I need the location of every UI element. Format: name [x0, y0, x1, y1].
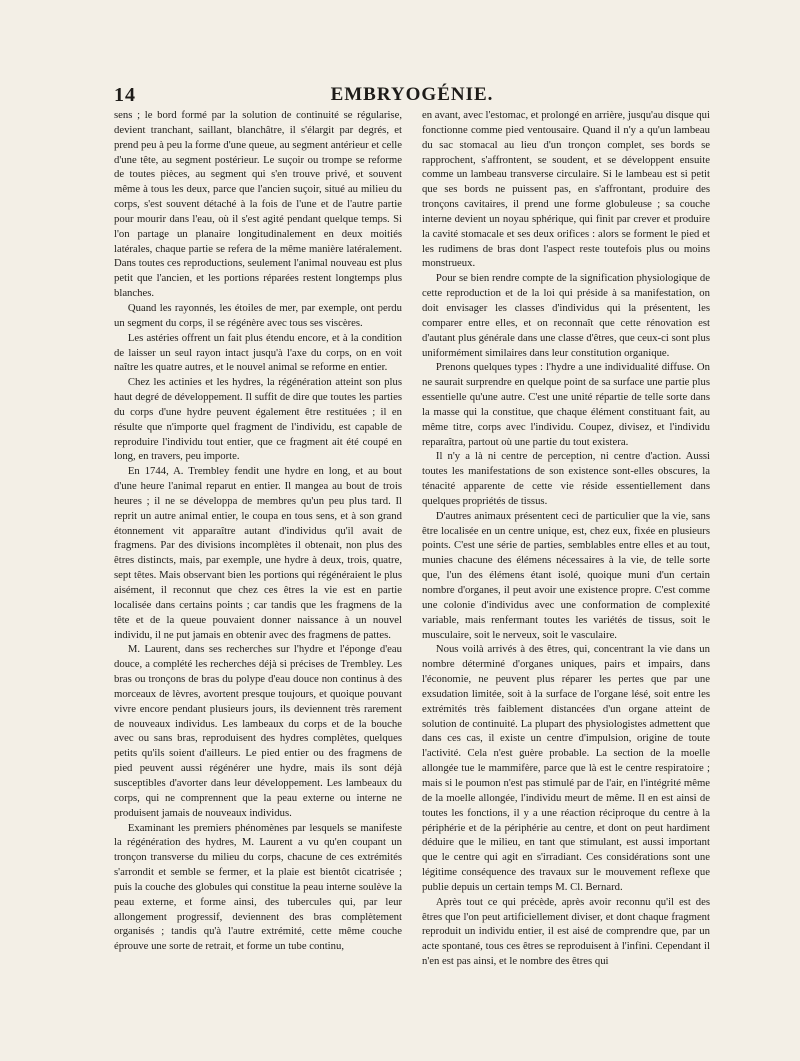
paragraph: Prenons quelques types : l'hydre a une individualité diffuse. On ne saurait surprendre en quelque point de sa surface une partie plus essentielle qu'une autre. C'est une unité répartie de telle sorte dans la masse qui la constitue, que chaque élément constituant fait, au même titre, corps avec l'individu. Coupez, divisez, et l'individu reparaîtra, partout où une partie du tout existera. [422, 361, 710, 448]
paragraph: D'autres animaux présentent ceci de particulier que la vie, sans être localisée en un centre unique, est, chez eux, fixée en plusieurs points. C'est une série de parties, semblables entre elles et au tout, munies chacune des élémens nécessaires à la vie, de telle sorte que, l'un des élémens étant isolé, quoique muni d'un certain nombre d'organes, il peut avoir une existence propre. C'est comme une colonie d'individus avec une conformation de complexité variable, mais renfermant toutes les variétés de tissus, soit le musculaire, soit le nerveux, soit le vasculaire. [422, 509, 710, 641]
page-number: 14 [114, 84, 136, 106]
right-column [422, 108, 710, 969]
paragraph: Pour se bien rendre compte de la signification physiologique de cette reproduction et de la loi qui préside à sa manifestation, on doit envisager les classes d'individus qui la présentent, les comparer entre elles, et on reconnaît que cette rénovation est d'autant plus générale dans une classe d'êtres, que ceux-ci sont plus uniformément similaires dans leur constitution organique. [422, 272, 710, 359]
paragraph: Examinant les premiers phénomènes par lesquels se manifeste la régénération des hydres, M. Laurent a vu qu'en coupant un tronçon transverse du milieu du corps, chacune de ces extrémités s'arrondit et semble se fermer, et la plaie est bientôt cicatrisée ; puis la couche des globules qui constitue la peau interne soulève la peau externe, et forme ainsi, des tubercules qui, par leur allongement progressif, deviennent des bras complètement organisés ; tandis qu'à l'autre extrémité, cette même couche éprouve une sorte de retrait, et forme un tube continu, [114, 821, 402, 953]
paragraph: Nous voilà arrivés à des êtres, qui, concentrant la vie dans un nombre déterminé d'organes uniques, pairs et impairs, dans l'économie, ne peuvent plus réparer les pertes que par une exsudation limitée, soit à la surface de l'organe lésé, soit entre les extrémités très faiblement distancées d'un organe atteint de solution de continuité. La plupart des physiologistes admettent que dans ces cas, il existe un centre d'impulsion, origine de toute l'activité. Cela n'est guère probable. La section de la moelle allongée tue le mammifère, parce que là est le centre respiratoire ; mais si le poumon n'est pas stimulé par de l'air, en l'intégrité même de la moelle allongée, l'individu meurt de même. Il en est ainsi de toutes les fonctions, il y a une réaction réciproque du centre à la périphérie et de la périphérie au centre, et dont on peut hardiment déduire que le milieu, en tant que stimulant, est aussi important que le centre qui agit en s'irradiant. Ces considérations sont une légitime conséquence des travaux sur le mouvement reflexe que publie depuis un certain temps M. Cl. Bernard. [422, 643, 710, 893]
left-column [114, 108, 402, 954]
paragraph: En 1744, A. Trembley fendit une hydre en long, et au bout d'une heure l'animal reparut en entier. Il mangea au bout de trois heures ; il ne se développa de membres qu'un peu plus tard. Il reprit un autre animal entier, le coupa en tous sens, et à son grand étonnement vit apparaître autant d'individus qu'il avait de fragmens. Par des divisions incomplètes il obtenait, non plus des êtres distincts, mais, par exemple, une hydre à deux, trois, quatre, sept têtes. Mais observant bien les portions qui régénéraient le plus aisément, il reconnut que chez ces êtres la vie est en partie localisée dans certains points ; car tandis que les fragmens de la tête et de la queue pouvaient donner naissance à un nouvel individu, il ne put jamais en obtenir avec des fragmens de pattes. [114, 465, 402, 641]
text-columns [114, 108, 710, 1038]
paragraph: M. Laurent, dans ses recherches sur l'hydre et l'éponge d'eau douce, a complété les recherches déjà si précises de Trembley. Les bras ou tronçons de bras du polype d'eau douce non continus à des morceaux de lèvres, avortent presque toujours, et quoique pouvant vivre encore pendant plusieurs jours, ils deviennent très rarement de nouveaux individus. Les lambeaux du corps et de la bouche avec ou sans bras, reproduisent des hydres complètes, quelques petits qu'ils soient d'ailleurs. Le pied entier ou des fragmens de pied peuvent aussi régénérer une hydre, mais ils sont déjà susceptibles d'avorter dans leur développement. Les lambeaux du corps, qui ne comprennent que la peau externe ou interne ne produisent jamais de nouveaux individus. [114, 643, 402, 819]
page-header [114, 84, 710, 108]
paragraph: Chez les actinies et les hydres, la régénération atteint son plus haut degré de développement. Il suffit de dire que toutes les parties du corps d'une hydre peuvent également être restituées ; il en résulte que n'importe quel fragment de l'individu, est capable de reproduire l'individu tout entier, que ce fragment ait été coupé en long, en travers, peu importe. [114, 376, 402, 463]
paragraph: Les astéries offrent un fait plus étendu encore, et à la condition de laisser un seul rayon intact jusqu'à l'axe du corps, on en voit naître les quatre autres, et le nouvel animal se reforme en entier. [114, 331, 402, 374]
paragraph: en avant, avec l'estomac, et prolongé en arrière, jusqu'au disque qui fonctionne comme pied ventousaire. Quand il n'y a qu'un lambeau du sac stomacal au lieu d'un tronçon complet, ses bords se rapprochent, s'affrontent, se soudent, et se développent ensuite comme un lambeau transverse circulaire. Si le lambeau est si petit que ses bords ne puissent pas, en s'affrontant, produire des tronçons cavitaires, il prend une forme globuleuse ; sa couche interne devient un noyau sphérique, qui finit par crever et produire la cavité stomacale et ses deux orifices : alors se forment le pied et les rudimens de bras dont l'aspect reste toutefois plus ou moins monstrueux. [422, 109, 710, 270]
running-title: EMBRYOGÉNIE. [330, 84, 494, 105]
paragraph: Il n'y a là ni centre de perception, ni centre d'action. Aussi toutes les manifestations de son existence sont-elles obscures, la ténacité apparente de cette vie réside essentiellement dans quelques propriétés de tissus. [422, 450, 710, 507]
paragraph: sens ; le bord formé par la solution de continuité se régularise, devient tranchant, saillant, blanchâtre, il s'élargit par degrés, et prend peu à peu la forme d'une queue, au segment antérieur et celle d'une tête, au segment postérieur. Le suçoir ou trompe se reforme de toutes pièces, au segment qui s'en trouve privé, et souvent même à tous les deux, parce que l'ancien suçoir, situé au milieu du corps, s'est souvent détaché à la fois de l'une et de l'autre partie pour mourir dans l'eau, où il s'est agité pendant quelque temps. Si l'on partage un planaire longitudinalement en deux moitiés latérales, chaque partie se refera de la même manière latéralement. Dans toutes ces reproductions, seulement l'animal nouveau est plus petit que l'ancien, et les portions réparées restent longtemps plus blanches. [114, 109, 402, 300]
paragraph: Après tout ce qui précède, après avoir reconnu qu'il est des êtres que l'on peut artificiellement diviser, et dont chaque fragment reproduit un individu entier, il est aisé de comprendre que, par un acte spontané, tous ces êtres se reproduisent à l'infini. Cependant il n'en est pas ainsi, et le nombre des êtres qui [422, 895, 710, 968]
paragraph: Quand les rayonnés, les étoiles de mer, par exemple, ont perdu un segment du corps, il se régénère avec tous ses viscères. [114, 301, 402, 329]
